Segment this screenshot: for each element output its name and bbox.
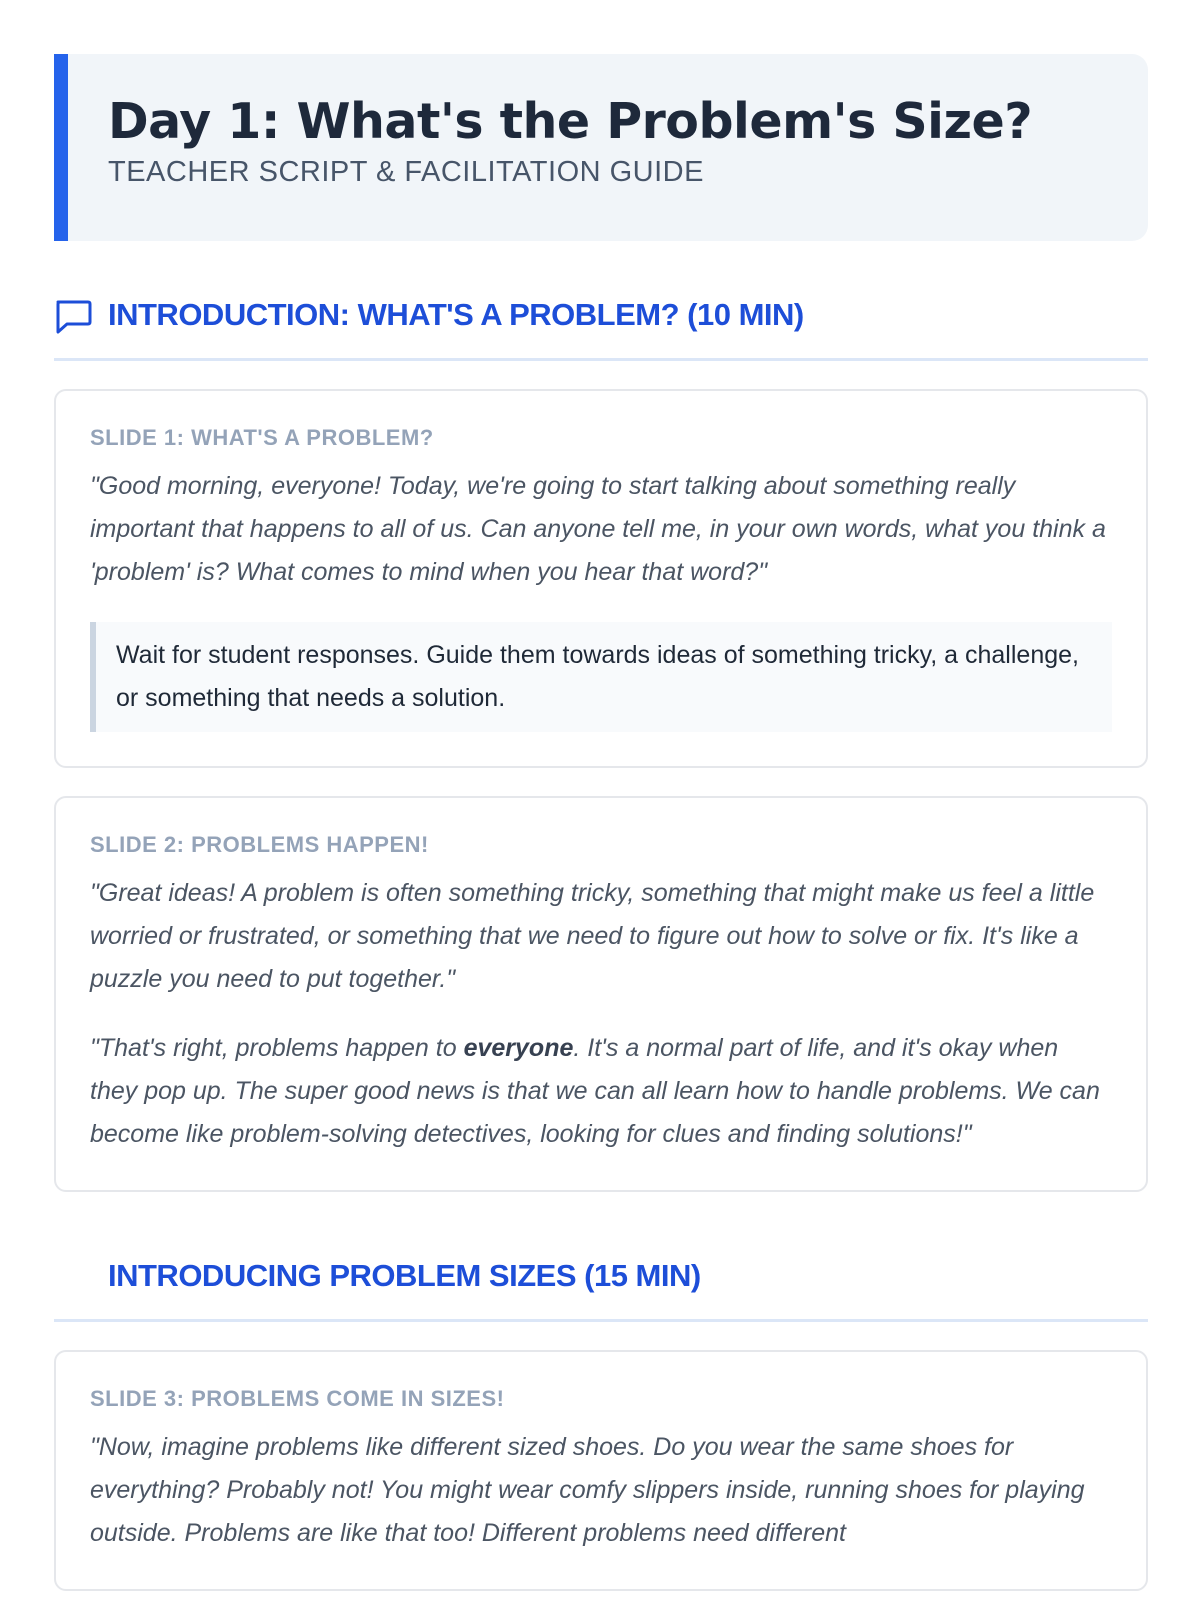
script-quote	[90, 1027, 1112, 1156]
page-title: Day 1: What's the Problem's Size?	[108, 93, 1033, 150]
quote-text: "That's right, problems happen to	[90, 1034, 464, 1062]
script-quote: "Good morning, everyone! Today, we're going to start talking about something really important that happens to all of us. Can anyone tell me, in your own words, what you think a 'problem' is? What comes to mind when you hear that word?"	[90, 472, 1106, 586]
section-heading-introduction	[54, 291, 1148, 361]
facilitation-note: Wait for student responses. Guide them towards ideas of something tricky, a challenge, or something that needs a solution.	[90, 622, 1112, 732]
slide-label: SLIDE 3: PROBLEMS COME IN SIZES!	[90, 1386, 505, 1411]
slide-card-1	[54, 389, 1148, 768]
section-title: INTRODUCING PROBLEM SIZES (15 MIN)	[108, 1258, 701, 1293]
slide-card-2	[54, 796, 1148, 1192]
script-quote: "Great ideas! A problem is often something tricky, something that might make us feel a little worried or frustrated, or something that we need to figure out how to solve or fix. It's like a puzzle you need to put together."	[90, 879, 1095, 993]
slide-card-3	[54, 1350, 1148, 1591]
page-subtitle: TEACHER SCRIPT & FACILITATION GUIDE	[108, 156, 704, 188]
slide-label: SLIDE 2: PROBLEMS HAPPEN!	[90, 832, 429, 857]
page-header	[54, 54, 1148, 241]
slide-label: SLIDE 1: WHAT'S A PROBLEM?	[90, 425, 434, 450]
emphasis-text: everyone	[463, 1034, 574, 1062]
script-quote: "Now, imagine problems like different sized shoes. Do you wear the same shoes for everything? Probably not! You might wear comfy slippers inside, running shoes for playing outside. Problems are like that too! Different problems need different	[90, 1433, 1085, 1547]
section-heading-problem-sizes	[54, 1252, 1148, 1322]
section-title: INTRODUCTION: WHAT'S A PROBLEM? (10 MIN)	[108, 297, 804, 332]
lesson-page	[54, 54, 1148, 1591]
quote-text: . It's a normal part of life, and it's okay when they pop up. The super good news is that we can all learn how to handle problems. We can become like problem-solving detectives, looking for clues and finding solutions!"	[90, 1034, 1100, 1148]
header-accent-bar	[54, 54, 68, 241]
chat-bubble-icon	[54, 299, 92, 335]
